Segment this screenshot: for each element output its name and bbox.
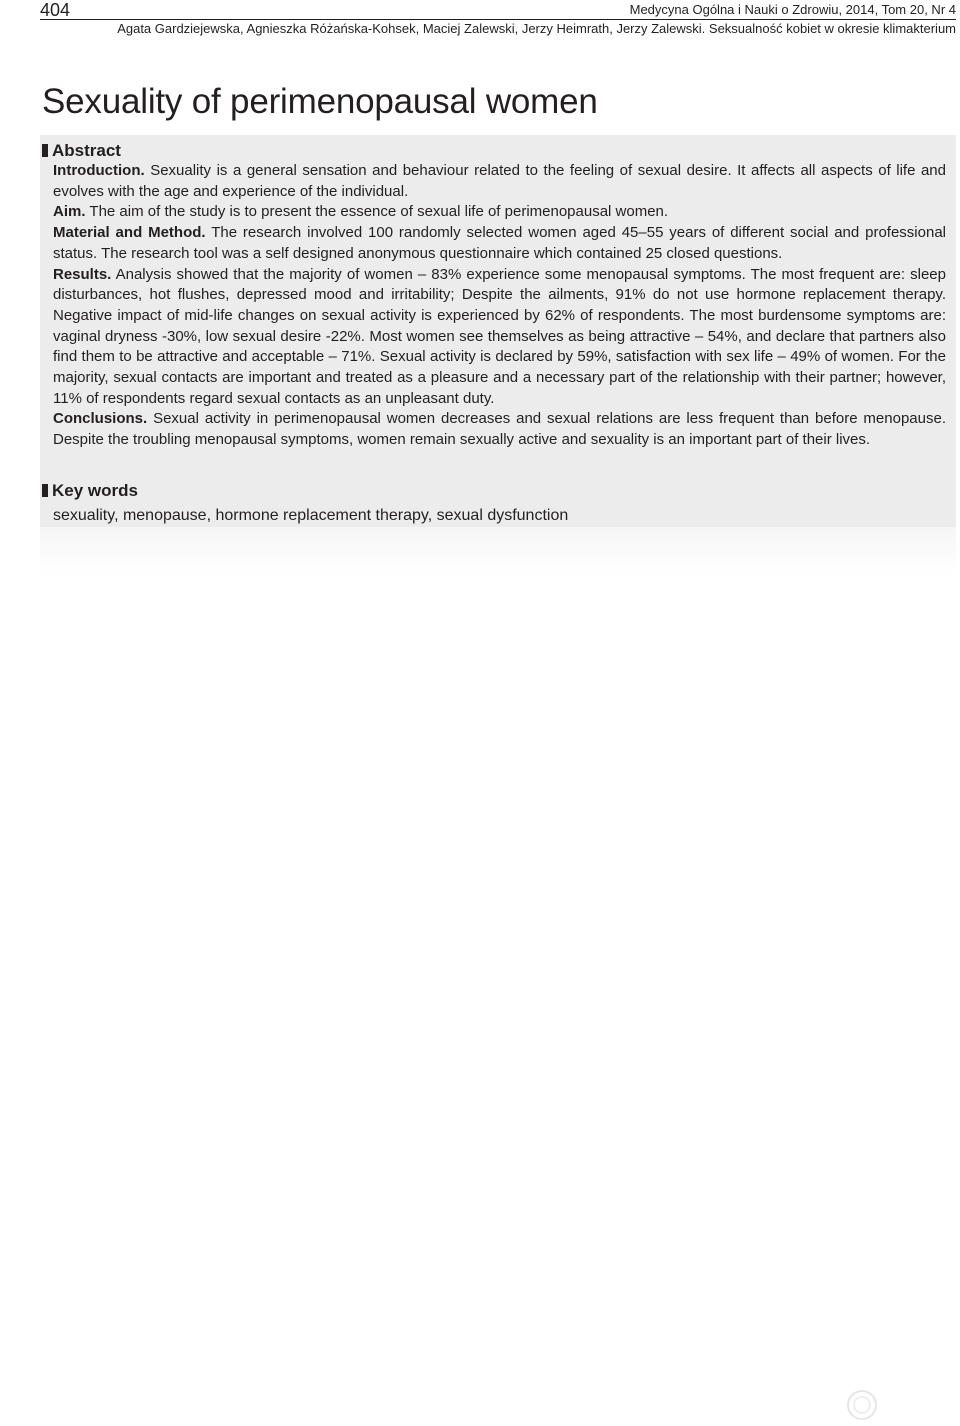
abstract-body [53, 161, 946, 451]
conclusions-paragraph [53, 409, 946, 450]
results-paragraph [53, 265, 946, 410]
abstract-heading [42, 141, 121, 161]
square-bullet-icon [42, 484, 48, 497]
introduction-text: Sexuality is a general sensation and behaviour related to the feeling of sexual desire. It affects all aspects of life and evolves with the age and experience of the individual. [53, 162, 946, 200]
article-title: Sexuality of perimenopausal women [42, 82, 598, 121]
keywords-heading-label: Key words [52, 481, 138, 500]
square-bullet-icon [42, 144, 48, 157]
method-label: Material and Method. [53, 224, 206, 242]
introduction-label: Introduction. [53, 162, 145, 179]
authors-line: Agata Gardziejewska, Agnieszka Różańska-Kohsek, Maciej Zalewski, Jerzy Heimrath, Jerzy Zalewski. Seksualność kobiet w okresie klimakterium [117, 21, 956, 36]
results-label: Results. [53, 265, 112, 283]
conclusions-label: Conclusions. [53, 410, 148, 428]
aim-paragraph [53, 202, 946, 223]
abstract-heading-label: Abstract [52, 141, 121, 160]
method-paragraph [53, 223, 946, 264]
conclusions-text: Sexual activity in perimenopausal women decreases and sexual relations are less frequent than before menopause. Despite the troubling menopausal symptoms, women remain sexually active and sexuality is an important part of their lives. [53, 410, 946, 449]
panel-fade [40, 527, 956, 577]
running-header [40, 0, 956, 40]
keywords-text: sexuality, menopause, hormone replacement therapy, sexual dysfunction [53, 507, 569, 524]
publisher-logo-icon [842, 1388, 882, 1422]
journal-citation: Medycyna Ogólna i Nauki o Zdrowiu, 2014, Tom 20, Nr 4 [629, 2, 956, 17]
method-text: The research involved 100 randomly selected women aged 45–55 years of different social and professional status. The research tool was a self designed anonymous questionnaire which contained 25 closed questions. [53, 224, 946, 262]
results-text: Analysis showed that the majority of women – 83% experience some menopausal symptoms. The most frequent are: sleep disturbances, hot flushes, depressed mood and irritability; Despite the ailments, 91% do not use hormone replacement therapy. Negative impact of mid-life changes on sexual activity is experienced by 62% of respondents. The most burdensome symptoms are: vaginal dryness -30%, low sexual desire -22%. Most women see themselves as being attractive – 54%, and declare that partners also find them to be attractive and acceptable – 71%. Sexual activity is declared by 59%, satisfaction with sex life – 49% of women. For the majority, sexual contacts are important and treated as a pleasure and a necessary part of the relationship with their partner; however, 11% of respondents regard sexual contacts as an unpleasant duty. [53, 265, 946, 407]
page-number: 404 [40, 0, 71, 20]
aim-text: The aim of the study is to present the essence of sexual life of perimenopausal women. [85, 203, 669, 221]
keywords-heading [42, 481, 138, 501]
introduction-paragraph [53, 161, 946, 202]
aim-label: Aim. [53, 203, 86, 221]
